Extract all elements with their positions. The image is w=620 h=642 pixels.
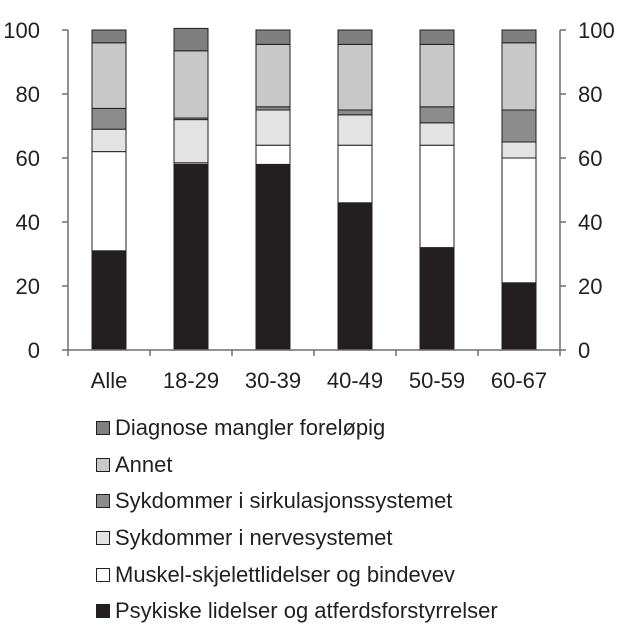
legend-item bbox=[96, 556, 498, 593]
bar-segment-30-39-series-2 bbox=[256, 110, 290, 145]
bar-segment-50-59-series-5 bbox=[420, 30, 454, 44]
y-tick-label-right: 40 bbox=[578, 210, 603, 235]
legend-item bbox=[96, 447, 498, 484]
bar-segment-18-29-series-0 bbox=[174, 164, 208, 350]
bar-segment-40-49-series-3 bbox=[338, 110, 372, 115]
y-tick-label-right: 100 bbox=[578, 18, 615, 43]
bar-segment-50-59-series-3 bbox=[420, 107, 454, 123]
y-tick-label-right: 80 bbox=[578, 82, 603, 107]
legend-label: Psykiske lidelser og atferdsforstyrrelser bbox=[115, 598, 498, 624]
y-tick-label-left: 0 bbox=[27, 338, 40, 363]
x-tick-label: 50-59 bbox=[408, 368, 466, 393]
legend-swatch bbox=[96, 568, 110, 582]
legend-swatch bbox=[96, 494, 110, 508]
legend-item bbox=[96, 483, 498, 520]
bar-segment-50-59-series-1 bbox=[420, 145, 454, 247]
y-tick-label-left: 80 bbox=[15, 82, 40, 107]
bar-segment-18-29-series-4 bbox=[174, 51, 208, 118]
bars-layer bbox=[92, 28, 536, 350]
y-tick-label-right: 60 bbox=[578, 146, 603, 171]
bar-segment-18-29-series-2 bbox=[174, 120, 208, 163]
x-tick-label: Alle bbox=[90, 368, 128, 393]
bar-segment-Alle-series-4 bbox=[92, 43, 126, 109]
legend-swatch bbox=[96, 421, 110, 435]
y-tick-label-right: 20 bbox=[578, 274, 603, 299]
bar-segment-40-49-series-0 bbox=[338, 203, 372, 350]
legend-label: Annet bbox=[115, 451, 173, 477]
legend-swatch bbox=[96, 458, 110, 472]
bar-segment-60-67-series-3 bbox=[502, 110, 536, 142]
bar-segment-Alle-series-0 bbox=[92, 251, 126, 350]
bar-segment-40-49-series-5 bbox=[338, 30, 372, 44]
y-tick-label-left: 40 bbox=[15, 210, 40, 235]
y-tick-label-left: 20 bbox=[15, 274, 40, 299]
legend-item bbox=[96, 410, 498, 447]
axes-layer bbox=[62, 30, 566, 356]
legend-label: Sykdommer i nervesystemet bbox=[115, 525, 393, 551]
x-tick-label: 18-29 bbox=[162, 368, 220, 393]
bar-segment-Alle-series-3 bbox=[92, 108, 126, 129]
y-tick-label-right: 0 bbox=[578, 338, 591, 363]
bar-segment-50-59-series-0 bbox=[420, 248, 454, 350]
bar-segment-40-49-series-1 bbox=[338, 145, 372, 203]
bar-segment-40-49-series-2 bbox=[338, 115, 372, 145]
legend-item bbox=[96, 520, 498, 557]
legend-label: Sykdommer i sirkulasjonssystemet bbox=[115, 488, 453, 514]
legend bbox=[96, 410, 498, 630]
bar-segment-Alle-series-5 bbox=[92, 30, 126, 43]
bar-segment-40-49-series-4 bbox=[338, 44, 372, 110]
bar-segment-60-67-series-2 bbox=[502, 142, 536, 158]
bar-segment-60-67-series-0 bbox=[502, 283, 536, 350]
bar-segment-18-29-series-5 bbox=[174, 28, 208, 50]
bar-segment-Alle-series-1 bbox=[92, 152, 126, 251]
y-tick-label-left: 100 bbox=[3, 18, 40, 43]
x-tick-label: 60-67 bbox=[490, 368, 548, 393]
bar-segment-60-67-series-4 bbox=[502, 43, 536, 110]
legend-swatch bbox=[96, 604, 110, 618]
bar-segment-50-59-series-4 bbox=[420, 44, 454, 106]
y-tick-label-left: 60 bbox=[15, 146, 40, 171]
legend-swatch bbox=[96, 531, 110, 545]
bar-segment-50-59-series-2 bbox=[420, 123, 454, 145]
legend-item bbox=[96, 593, 498, 630]
bar-segment-Alle-series-2 bbox=[92, 129, 126, 151]
legend-label: Diagnose mangler foreløpig bbox=[115, 415, 386, 441]
x-tick-label: 30-39 bbox=[244, 368, 302, 393]
x-tick-label: 40-49 bbox=[326, 368, 384, 393]
bar-segment-30-39-series-5 bbox=[256, 30, 290, 44]
bar-segment-30-39-series-0 bbox=[256, 164, 290, 350]
bar-segment-60-67-series-5 bbox=[502, 30, 536, 43]
legend-label: Muskel-skjelettlidelser og bindevev bbox=[115, 561, 455, 587]
bar-segment-30-39-series-1 bbox=[256, 145, 290, 164]
bar-segment-30-39-series-4 bbox=[256, 44, 290, 106]
bar-segment-60-67-series-1 bbox=[502, 158, 536, 283]
